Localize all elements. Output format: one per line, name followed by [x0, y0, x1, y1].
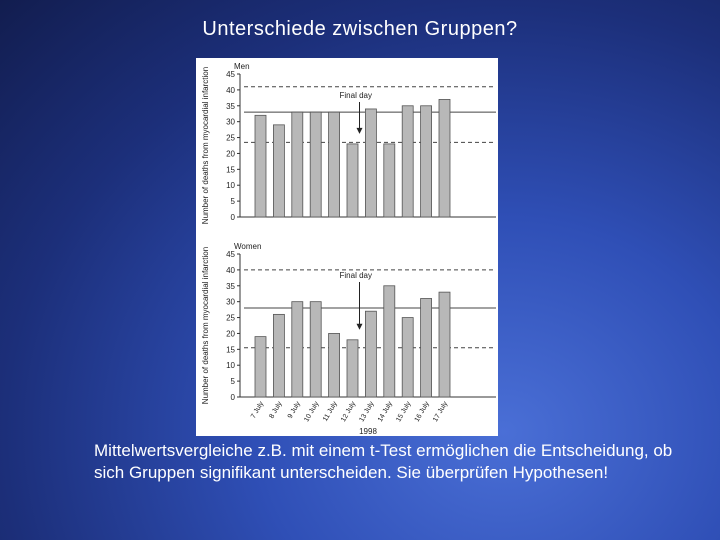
y-tick-label: 45: [226, 70, 235, 79]
annotation-arrow-head: [357, 128, 363, 134]
bar-9-july: [292, 112, 303, 217]
x-tick-label: 13 July: [358, 400, 376, 424]
y-tick-label: 40: [226, 85, 235, 95]
y-tick-label: 20: [226, 329, 235, 339]
x-tick-label: 9 July: [286, 400, 303, 420]
slide-title: Unterschiede zwischen Gruppen?: [202, 18, 518, 40]
y-axis-label: Number of deaths from myocardial infarction: [201, 66, 210, 225]
y-tick-label: 10: [226, 361, 235, 371]
x-tick-label: 17 July: [432, 400, 450, 424]
bar-14-july: [384, 286, 395, 397]
bar-13-july: [365, 109, 376, 217]
bar-17-july: [439, 99, 450, 217]
panel-title: Men: [234, 62, 250, 71]
y-tick-label: 20: [226, 149, 235, 159]
y-tick-label: 25: [226, 133, 235, 143]
x-tick-label: 8 July: [268, 400, 284, 420]
bar-15-july: [402, 318, 413, 397]
x-tick-label: 16 July: [413, 400, 431, 424]
bar-8-july: [273, 125, 284, 217]
y-axis-label: Number of deaths from myocardial infarction: [201, 246, 210, 405]
bar-14-july: [384, 144, 395, 217]
y-tick-label: 15: [226, 345, 235, 355]
x-tick-label: 15 July: [395, 400, 413, 424]
bar-12-july: [347, 144, 358, 217]
y-tick-label: 10: [226, 181, 235, 191]
y-tick-label: 0: [230, 393, 235, 402]
y-tick-label: 25: [226, 313, 235, 323]
y-tick-label: 15: [226, 165, 235, 175]
y-tick-label: 45: [226, 250, 235, 259]
x-tick-label: 10 July: [303, 400, 321, 424]
panel-title: Women: [234, 242, 262, 251]
y-tick-label: 0: [230, 213, 235, 222]
bar-11-july: [329, 112, 340, 217]
bar-8-july: [273, 314, 284, 397]
bar-16-july: [421, 298, 432, 397]
annotation-arrow-head: [357, 324, 363, 330]
bar-7-july: [255, 337, 266, 397]
annotation-label: Final day: [339, 271, 372, 280]
y-tick-label: 5: [230, 197, 235, 207]
bar-15-july: [402, 106, 413, 217]
y-tick-label: 35: [226, 101, 235, 111]
bar-7-july: [255, 115, 266, 217]
bar-12-july: [347, 340, 358, 397]
bar-13-july: [365, 311, 376, 397]
bar-11-july: [329, 333, 340, 397]
bar-10-july: [310, 302, 321, 397]
bar-16-july: [421, 106, 432, 217]
bar-10-july: [310, 112, 321, 217]
y-tick-label: 40: [226, 265, 235, 275]
chart-svg: [196, 58, 498, 436]
y-tick-label: 5: [230, 377, 235, 387]
bar-17-july: [439, 292, 450, 397]
annotation-label: Final day: [339, 91, 372, 100]
bar-9-july: [292, 302, 303, 397]
y-tick-label: 30: [226, 297, 235, 307]
x-tick-label: 11 July: [321, 400, 339, 423]
chart-figure: [196, 58, 498, 436]
x-tick-label: 12 July: [340, 400, 358, 424]
y-tick-label: 30: [226, 117, 235, 127]
y-tick-label: 35: [226, 281, 235, 291]
x-tick-label: 7 July: [250, 400, 266, 420]
slide-caption: Mittelwertsvergleiche z.B. mit einem t-Test ermöglichen die Entscheidung, ob sich Gruppen signifikant unterscheiden. Sie überprüfen Hypothesen!: [94, 441, 673, 482]
x-axis-label: 1998: [359, 427, 377, 436]
x-tick-label: 14 July: [376, 400, 395, 424]
